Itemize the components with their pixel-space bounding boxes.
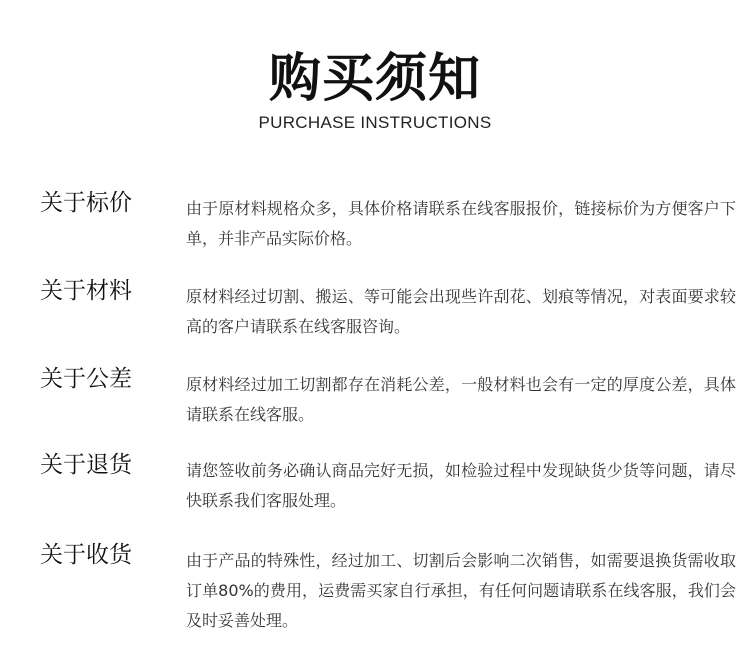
section-text: 由于产品的特殊性，经过加工、切割后会影响二次销售，如需要退换货需收取订单80%的费用，运费需买家自行承担，有任何问题请联系在线客服，我们会及时妥善处理。	[186, 551, 736, 630]
section-heading: 关于退货	[40, 452, 132, 478]
section-heading: 关于公差	[40, 366, 132, 392]
section-heading: 关于材料	[40, 278, 132, 304]
section-text: 原材料经过切割、搬运、等可能会出现些许刮花、划痕等情况，对表面要求较高的客户请联系在线客服咨询。	[186, 287, 736, 336]
section-heading: 关于标价	[40, 190, 132, 216]
page-subtitle: PURCHASE INSTRUCTIONS	[258, 113, 492, 132]
page-title: 购买须知	[268, 49, 481, 109]
section-text: 原材料经过加工切割都存在消耗公差，一般材料也会有一定的厚度公差，具体请联系在线客服。	[186, 375, 736, 424]
section-text: 请您签收前务必确认商品完好无损，如检验过程中发现缺货少货等问题，请尽快联系我们客服处理。	[186, 461, 736, 510]
section-text: 由于原材料规格众多，具体价格请联系在线客服报价，链接标价为方便客户下单，并非产品实际价格。	[186, 199, 736, 248]
section-heading: 关于收货	[40, 542, 132, 568]
